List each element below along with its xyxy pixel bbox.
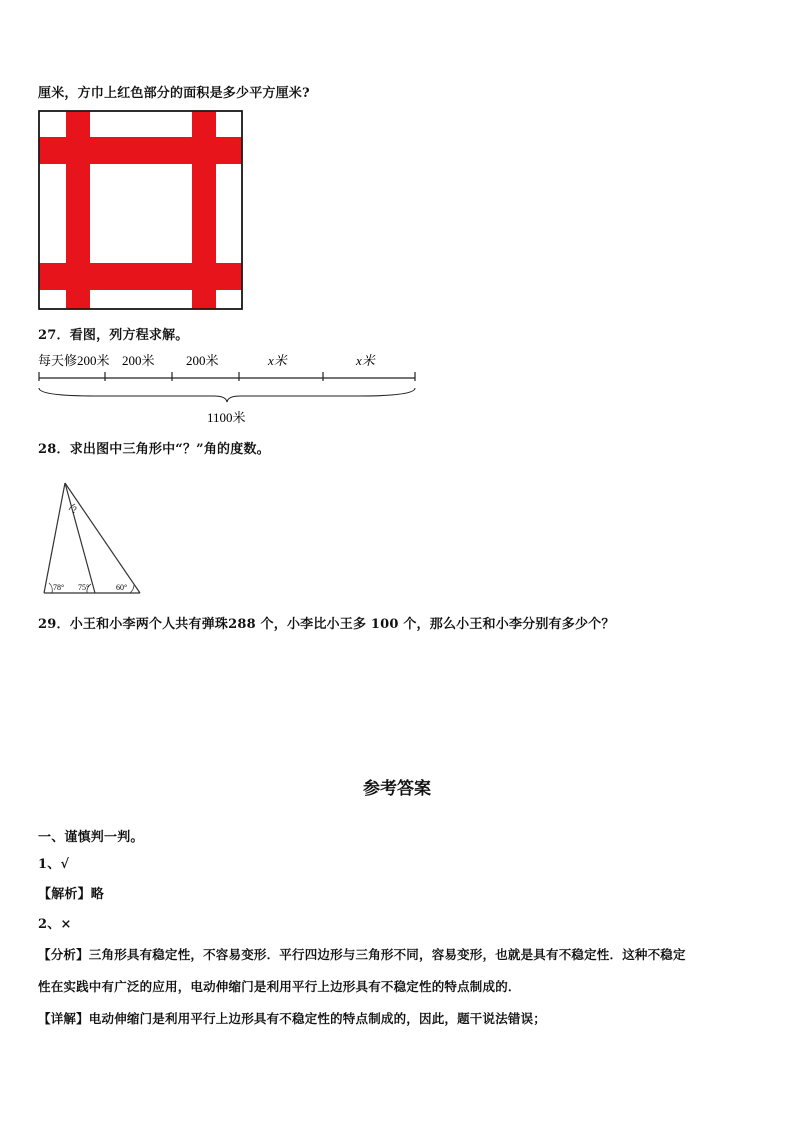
angle-60: 60° [116,583,128,592]
segment-label-1: 每天修200米 [38,353,110,368]
q26-text: 厘米，方巾上红色部分的面积是多少平方厘米? [38,86,310,101]
unknown-angle: ? [72,505,77,515]
answers-title: 参考答案 [363,779,431,799]
q29-prompt: 29．小王和小李两个人共有弹珠288 个，小李比小王多 100 个，那么小王和小李分别有多少个？ [38,617,615,632]
angle-78: 78° [53,583,65,592]
total-length: 1100米 [207,410,246,425]
segment-label-2: 200米 [122,353,155,368]
red-stripe-square-figure [38,110,244,310]
answer-2-detail: 【详解】电动伸缩门是利用平行上边形具有不稳定性的特点制成的，因此，题干说法错误； [38,1011,547,1026]
angle-75: 75° [78,583,90,592]
segment-label-5: x米 [356,353,375,368]
q28-prompt: 28．求出图中三角形中“？”角的度数。 [38,442,270,457]
total-brace [39,388,415,402]
segment-diagram [36,348,420,428]
red-stripe-v2 [192,111,216,309]
answer-2: 2、× [38,917,72,932]
q27-prompt: 27．看图，列方程求解。 [38,328,189,343]
segment-label-3: 200米 [186,353,219,368]
segment-label-4: x米 [268,353,287,368]
answer-1-note: 【解析】略 [38,887,105,902]
answer-2-analysis-line1: 【分析】三角形具有稳定性，不容易变形．平行四边形与三角形不同，容易变形，也就是具有不稳定性．这种不稳定 [38,947,686,962]
triangle-figure [38,480,148,598]
red-stripe-v1 [66,111,90,309]
answer-2-analysis-line2: 性在实践中有广泛的应用，电动伸缩门是利用平行上边形具有不稳定性的特点制成的． [38,979,521,994]
section-heading: 一、谨慎判一判。 [38,830,144,845]
answer-1: 1、√ [38,857,70,872]
